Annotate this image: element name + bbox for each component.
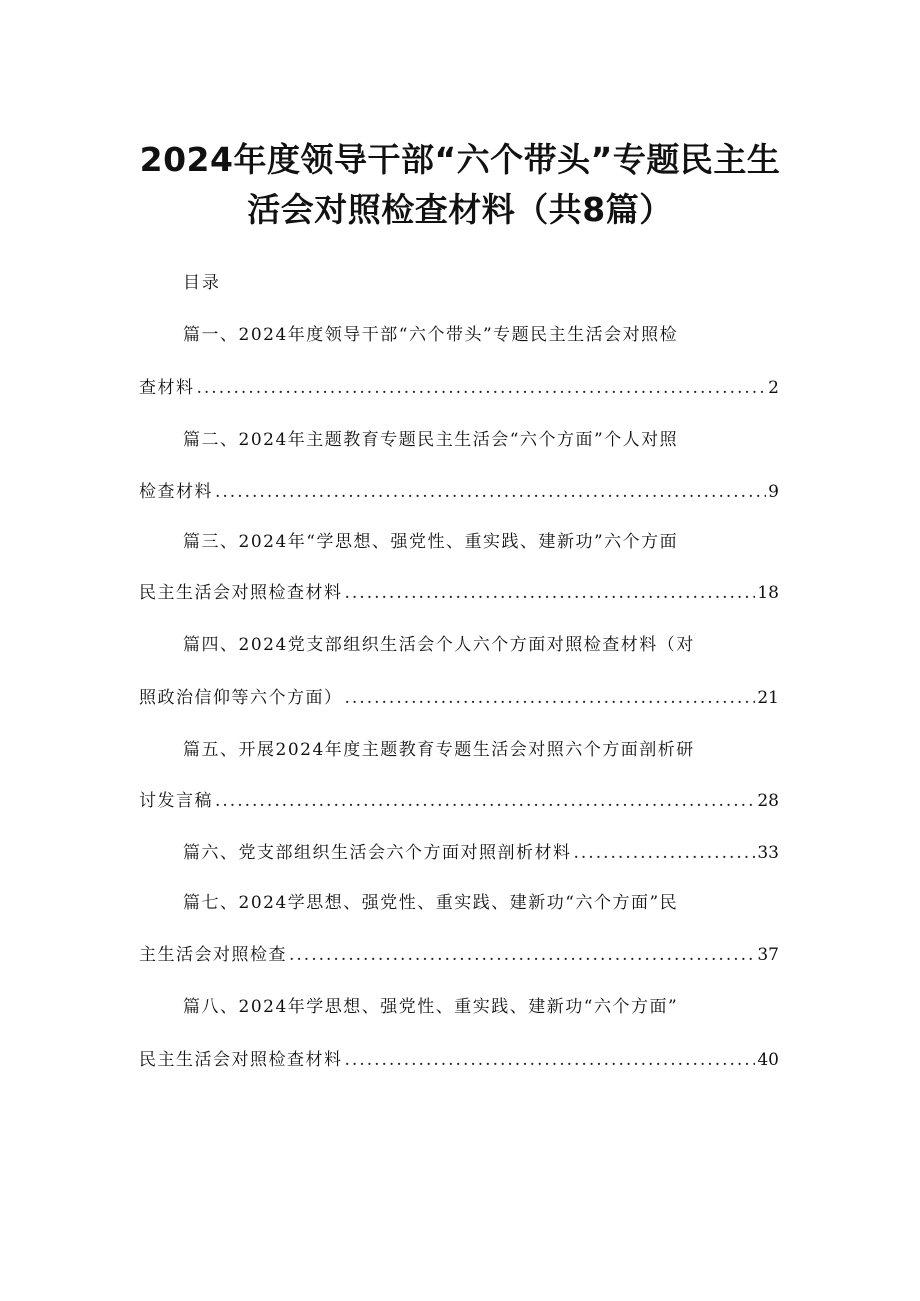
toc-entry-2-line-1[interactable]: 篇二、2024年主题教育专题民主生活会“六个方面”个人对照 bbox=[183, 430, 679, 450]
toc-entry-5-page: 28 bbox=[757, 791, 779, 811]
toc-entry-3-page: 18 bbox=[757, 583, 779, 603]
toc-entry-8-line-2[interactable] bbox=[139, 1045, 779, 1075]
toc-entry-3-text: 民主生活会对照检查材料 bbox=[139, 583, 343, 603]
toc-entry-4-line-1[interactable]: 篇四、2024党支部组织生活会个人六个方面对照检查材料（对 bbox=[183, 635, 695, 655]
toc-entry-7-text: 主生活会对照检查 bbox=[139, 945, 287, 965]
toc-entry-5-text: 讨发言稿 bbox=[139, 791, 213, 811]
document-title-line-1: 2024年度领导干部“六个带头”专题民主生 bbox=[139, 140, 781, 179]
toc-entry-4-line-2[interactable] bbox=[139, 683, 779, 713]
toc-leader-dots bbox=[197, 373, 767, 403]
toc-entry-7-page: 37 bbox=[757, 945, 779, 965]
toc-entry-6-page: 33 bbox=[757, 843, 779, 863]
toc-entry-7-line-2[interactable] bbox=[139, 940, 779, 970]
toc-entry-5-line-2[interactable] bbox=[139, 786, 779, 816]
toc-leader-dots bbox=[345, 683, 756, 713]
toc-leader-dots bbox=[289, 940, 755, 970]
toc-entry-3-line-1[interactable]: 篇三、2024年“学思想、强党性、重实践、建新功”六个方面 bbox=[183, 532, 679, 552]
toc-heading: 目录 bbox=[183, 273, 221, 293]
toc-entry-4-text: 照政治信仰等六个方面） bbox=[139, 688, 343, 708]
toc-entry-1-page: 2 bbox=[768, 378, 779, 398]
toc-entry-2-text: 检查材料 bbox=[139, 482, 213, 502]
toc-entry-5-line-1[interactable]: 篇五、开展2024年度主题教育专题生活会对照六个方面剖析研 bbox=[183, 740, 695, 760]
toc-leader-dots bbox=[215, 786, 755, 816]
toc-entry-8-line-1[interactable]: 篇八、2024年学思想、强党性、重实践、建新功“六个方面” bbox=[183, 997, 679, 1017]
toc-entry-6-text: 篇六、党支部组织生活会六个方面对照剖析材料 bbox=[183, 843, 572, 863]
toc-leader-dots bbox=[345, 578, 756, 608]
toc-leader-dots bbox=[345, 1045, 756, 1075]
toc-entry-7-line-1[interactable]: 篇七、2024学思想、强党性、重实践、建新功“六个方面”民 bbox=[183, 893, 679, 913]
toc-entry-2-page: 9 bbox=[768, 482, 779, 502]
toc-entry-1-text: 查材料 bbox=[139, 378, 195, 398]
toc-entry-1-line-1[interactable]: 篇一、2024年度领导干部“六个带头”专题民主生活会对照检 bbox=[183, 325, 679, 345]
toc-entry-3-line-2[interactable] bbox=[139, 578, 779, 608]
document-title-line-2: 活会对照检查材料（共8篇） bbox=[247, 190, 673, 229]
toc-entry-8-page: 40 bbox=[757, 1050, 779, 1070]
toc-entry-4-page: 21 bbox=[757, 688, 779, 708]
toc-entry-8-text: 民主生活会对照检查材料 bbox=[139, 1050, 343, 1070]
toc-leader-dots bbox=[574, 838, 756, 868]
toc-entry-2-line-2[interactable] bbox=[139, 477, 779, 507]
toc-entry-1-line-2[interactable] bbox=[139, 373, 779, 403]
toc-entry-6[interactable] bbox=[183, 838, 779, 868]
toc-leader-dots bbox=[215, 477, 766, 507]
